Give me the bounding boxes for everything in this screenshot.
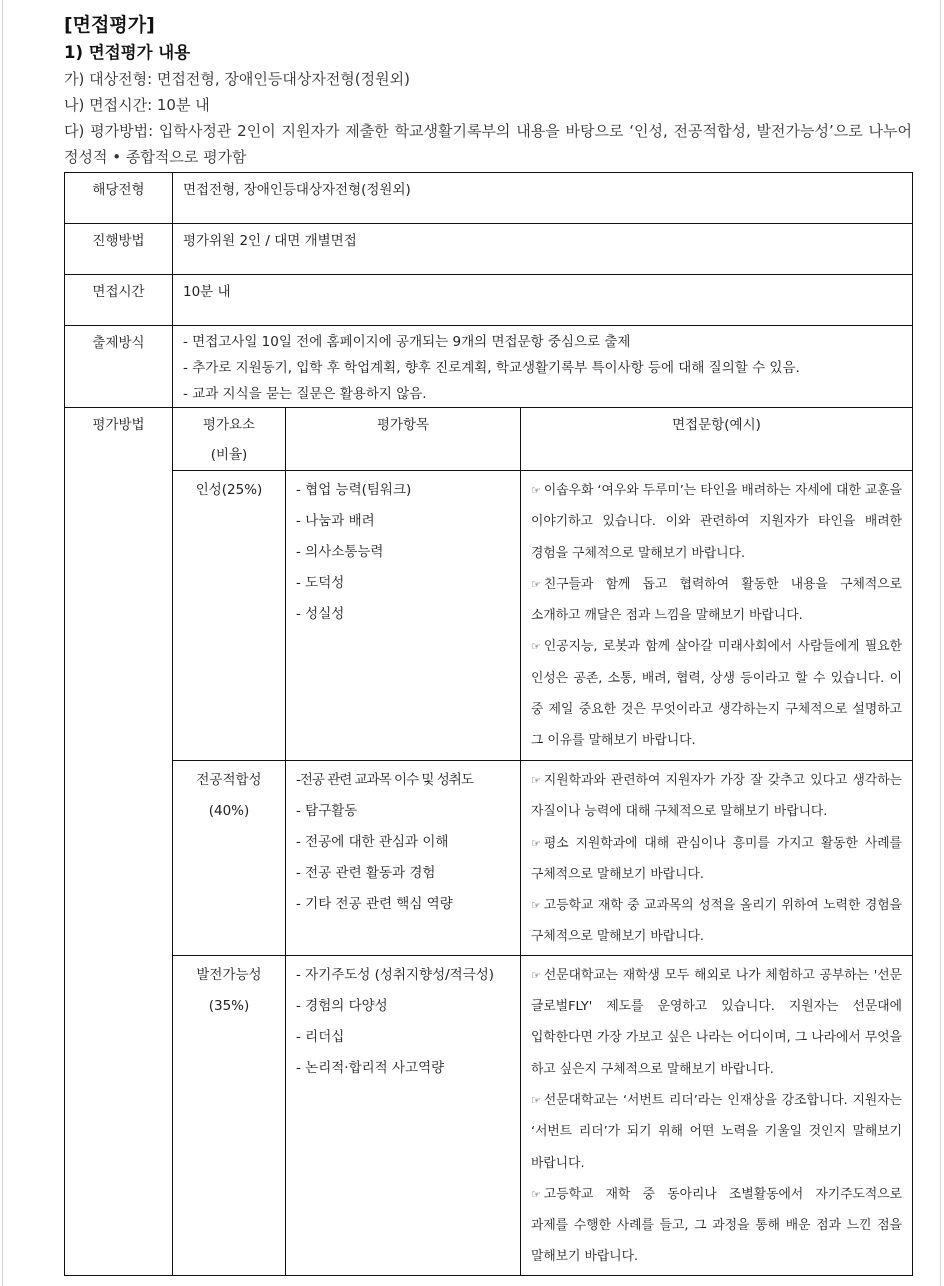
evaluation-method-line: 다) 평가방법: 입학사정관 2인이 지원자가 제출한 학교생활기록부의 내용을 바탕으로 ‘인성, 전공적합성, 발전가능성’으로 나누어 정성적 • 종합적으로 평가함 bbox=[64, 122, 912, 166]
question-item bbox=[531, 1179, 902, 1273]
pointing-hand-icon: ☞ bbox=[531, 836, 541, 850]
eval-items bbox=[286, 471, 521, 761]
row-value: 면접전형, 장애인등대상자전형(정원외) bbox=[173, 173, 913, 224]
eval-item: - 전공에 대한 관심과 이해 bbox=[296, 834, 449, 850]
row-label: 진행방법 bbox=[65, 224, 173, 275]
table-row-eval-group bbox=[65, 471, 913, 761]
row-label: 출제방식 bbox=[65, 326, 173, 408]
pointing-hand-icon: ☞ bbox=[531, 774, 541, 787]
eval-item: - 경험의 다양성 bbox=[296, 997, 388, 1014]
table-row-eval-header bbox=[65, 408, 913, 471]
interview-table bbox=[64, 172, 913, 1276]
question-text: 이솝우화 ‘여우와 두루미’는 타인을 배려하는 자세에 대한 교훈을 이야기하고 있습니다. 이와 관련하여 지원자가 타인을 배려한 경험을 구체적으로 말해보기 바랍니다. bbox=[531, 483, 903, 561]
eval-element-ratio: (35%) bbox=[208, 997, 250, 1014]
question-item bbox=[531, 1085, 902, 1179]
question-text: 평소 지원학과에 대해 관심이나 흥미를 가지고 활동한 사례를 구체적으로 말해보기 바랍니다. bbox=[531, 835, 903, 882]
eval-item: - 의사소통능력 bbox=[296, 544, 384, 560]
eval-element-name: 전공적합성 bbox=[196, 772, 262, 788]
eval-item: - 성실성 bbox=[296, 606, 345, 622]
question-text: 고등학교 재학 중 동아리나 조별활동에서 자기주도적으로 과제를 수행한 사례를 들고, 그 과정을 통해 배운 점과 느낀 점을 말해보기 바랍니다. bbox=[531, 1186, 903, 1265]
row-label: 해당전형 bbox=[65, 173, 173, 224]
question-method-line: - 추가로 지원동기, 입학 후 학업계획, 향후 진로계획, 학교생활기록부 특이사항 등에 대해 질의할 수 있음. bbox=[183, 360, 800, 376]
table-row-interview-time bbox=[65, 275, 913, 326]
interview-time-line: 나) 면접시간: 10분 내 bbox=[64, 96, 210, 114]
eval-item: -전공 관련 교과목 이수 및 성취도 bbox=[296, 772, 473, 788]
question-text: 선문대학교는 ‘서번트 리더’라는 인재상을 강조합니다. 지원자는 ‘서번트 리더’가 되기 위해 어떤 노력을 기울일 것인지 말해보기 바랍니다. bbox=[531, 1092, 903, 1171]
header-element-line1: 평가요소 bbox=[202, 417, 256, 433]
eval-questions bbox=[521, 955, 913, 1275]
question-text: 인공지능, 로봇과 함께 살아갈 미래사회에서 사람들에게 필요한 인성은 공존, 소통, 배려, 협력, 상생 등이라고 할 수 있습니다. 이 중 제일 중요한 것은 무엇이라고 생각하는지 구체적으로 설명하고 그 이유를 말해보기 바랍니다. bbox=[531, 639, 903, 749]
eval-item: - 전공 관련 활동과 경험 bbox=[296, 865, 436, 881]
eval-questions bbox=[521, 471, 913, 761]
eval-element bbox=[173, 955, 286, 1275]
row-value: 평가위원 2인 / 대면 개별면접 bbox=[173, 224, 913, 275]
eval-item: - 협업 능력(팀워크) bbox=[296, 482, 412, 498]
question-text: 친구들과 함께 돕고 협력하여 활동한 내용을 구체적으로 소개하고 깨달은 점과 느낌을 말해보기 바랍니다. bbox=[531, 576, 903, 624]
question-method-line: - 교과 지식을 묻는 질문은 활용하지 않음. bbox=[183, 386, 427, 402]
eval-questions bbox=[521, 761, 913, 956]
question-text: 선문대학교는 재학생 모두 해외로 나가 체험하고 공부하는 '선문 글로벌FLY' 제도를 운영하고 있습니다. 지원자는 선문대에 입학한다면 가장 가보고 싶은 나라는 어디이며, 그 나라에서 무엇을 하고 싶은지 구체적으로 말해보기 바랍니다. bbox=[531, 967, 903, 1077]
eval-element bbox=[173, 471, 286, 761]
pointing-hand-icon: ☞ bbox=[531, 640, 541, 654]
section-title: [면접평가] bbox=[64, 14, 155, 36]
section-subtitle: 1) 면접평가 내용 bbox=[64, 43, 191, 62]
eval-method-label: 평가방법 bbox=[65, 408, 173, 1276]
eval-element bbox=[173, 761, 286, 956]
row-label: 면접시간 bbox=[65, 275, 173, 326]
eval-item: - 리더십 bbox=[296, 1028, 345, 1045]
question-item bbox=[531, 475, 902, 569]
question-item bbox=[531, 890, 902, 953]
pointing-hand-icon: ☞ bbox=[531, 484, 541, 497]
table-row-procedure bbox=[65, 224, 913, 275]
page-edge-right bbox=[940, 0, 941, 1286]
pointing-hand-icon: ☞ bbox=[531, 577, 541, 591]
eval-item: - 자기주도성 (성취지향성/적극성) bbox=[296, 966, 495, 983]
target-admission-line: 가) 대상전형: 면접전형, 장애인등대상자전형(정원외) bbox=[64, 70, 410, 88]
question-item bbox=[531, 960, 902, 1085]
page-edge-left bbox=[2, 0, 3, 1286]
question-item bbox=[531, 765, 902, 828]
header-element bbox=[173, 408, 286, 471]
eval-items bbox=[286, 955, 521, 1275]
eval-item: - 도덕성 bbox=[296, 575, 345, 591]
header-questions: 면접문항(예시) bbox=[521, 408, 913, 471]
question-text: 지원학과와 관련하여 지원자가 가장 잘 갖추고 있다고 생각하는 자질이나 능력에 대해 구체적으로 말해보기 바랍니다. bbox=[531, 773, 903, 820]
table-row-question-method bbox=[65, 326, 913, 408]
header-element-line2: (비율) bbox=[210, 447, 248, 463]
table-row-admission-type bbox=[65, 173, 913, 224]
eval-item: - 탐구활동 bbox=[296, 803, 358, 819]
question-item bbox=[531, 569, 902, 632]
eval-item: - 기타 전공 관련 핵심 역량 bbox=[296, 896, 453, 912]
eval-element-name: 인성(25%) bbox=[195, 482, 263, 498]
header-items: 평가항목 bbox=[286, 408, 521, 471]
pointing-hand-icon: ☞ bbox=[531, 1093, 541, 1107]
eval-item: - 나눔과 배려 bbox=[296, 513, 375, 529]
question-method-line: - 면접고사일 10일 전에 홈페이지에 공개되는 9개의 면접문항 중심으로 출제 bbox=[183, 334, 631, 350]
row-value bbox=[173, 326, 913, 408]
table-row-eval-group bbox=[65, 955, 913, 1275]
eval-items bbox=[286, 761, 521, 956]
question-text: 고등학교 재학 중 교과목의 성적을 올리기 위하여 노력한 경험을 구체적으로 말해보기 바랍니다. bbox=[531, 898, 903, 945]
row-value: 10분 내 bbox=[173, 275, 913, 326]
pointing-hand-icon: ☞ bbox=[531, 899, 541, 913]
eval-item: - 논리적·합리적 사고역량 bbox=[296, 1059, 445, 1076]
table-row-eval-group bbox=[65, 761, 913, 956]
eval-element-ratio: (40%) bbox=[208, 803, 250, 819]
pointing-hand-icon: ☞ bbox=[531, 968, 541, 982]
question-item bbox=[531, 631, 902, 756]
document-header bbox=[64, 0, 912, 170]
question-item bbox=[531, 828, 902, 891]
eval-element-name: 발전가능성 bbox=[196, 966, 262, 983]
pointing-hand-icon: ☞ bbox=[531, 1187, 541, 1201]
